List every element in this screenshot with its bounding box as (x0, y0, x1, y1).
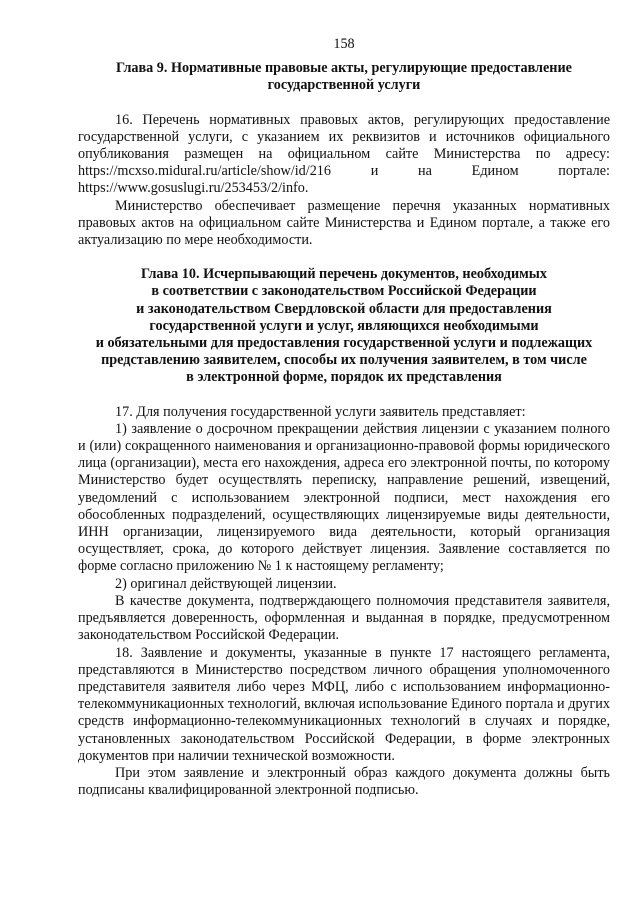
chapter-9-heading: Глава 9. Нормативные правовые акты, регулирующие предоставление государственной услуги (116, 60, 572, 94)
paragraph-17: 17. Для получения государственной услуги заявитель представляет: (115, 403, 526, 420)
paragraph-17-item-1: 1) заявление о досрочном прекращении действия лицензии с указанием полного и (или) сокращенного наименования и организационно-правовой формы юридического лица (организации), места его нахождения, адреса его электронной почты, по которому Министерство будет осуществлять переписку, направление решений, извещений, уведомлений с использованием электронной подписи, мест нахождения его обособленных подразделений, осуществляющих лицензируемые виды деятельности, ИНН организации, лицензируемого вида деятельности, который организация осуществляет, срока, до которого действует лицензия. Заявление составляется по форме согласно приложению № 1 к настоящему регламенту; (78, 420, 610, 575)
paragraph-representative-document: В качестве документа, подтверждающего полномочия представителя заявителя, предъявляется доверенность, оформленная и выданная в порядке, предусмотренном законодательством Российской Федерации. (78, 592, 610, 644)
paragraph-electronic-signature: При этом заявление и электронный образ каждого документа должны быть подписаны квалифицированной электронной подписью. (78, 764, 610, 799)
paragraph-16: 16. Перечень нормативных правовых актов, регулирующих предоставление государственной услуги, с указанием их реквизитов и источников официального опубликования размещен на официальном сайте Министерства по адресу: https://mcxso.midural.ru/article/show/id/216 и на Едином портале: https://www.gosuslugi.ru/253453/2/info. (78, 111, 610, 197)
chapter-10-heading: Глава 10. Исчерпывающий перечень документов, необходимых в соответствии с законодательством Российской Федерации и законодательством Свердловской области для предоставления государственной услуги и услуг, являющихся необходимыми и обязательными для предоставления государственной услуги и подлежащих представлению заявителем, способы их получения заявителем, в том числе в электронной форме, порядок их представления (95, 266, 593, 386)
paragraph-17-item-2: 2) оригинал действующей лицензии. (115, 575, 337, 592)
paragraph-ministry-publication: Министерство обеспечивает размещение перечня указанных нормативных правовых актов на официальном сайте Министерства и Едином портале, а также его актуализацию по мере необходимости. (78, 197, 610, 249)
paragraph-18: 18. Заявление и документы, указанные в пункте 17 настоящего регламента, представляются в Министерство посредством личного обращения уполномоченного представителя заявителя либо через МФЦ, либо с использованием информационно-телекоммуникационных технологий, включая использование Единого портала и других средств информационно-телекоммуникационных технологий в случаях и порядке, установленных законодательством Российской Федерации, в форме электронных документов при наличии технической возможности. (78, 644, 610, 764)
page-number: 158 (333, 36, 355, 52)
